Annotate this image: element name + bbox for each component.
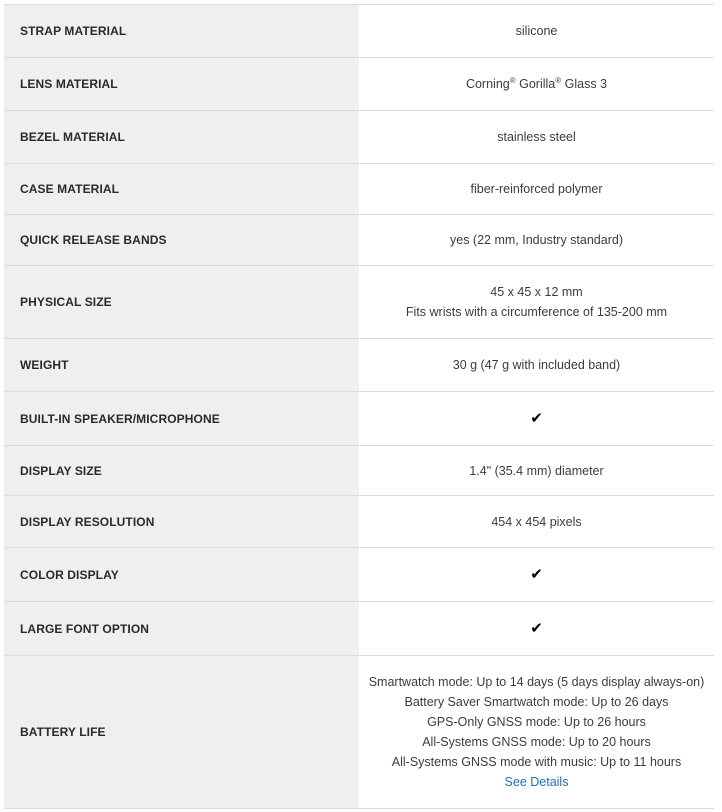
spec-label: LENS MATERIAL (4, 58, 359, 110)
physical-size-wrist-fit: Fits wrists with a circumference of 135-200 mm (405, 305, 668, 319)
specs-table (4, 4, 714, 809)
spec-row-physical-size (4, 266, 714, 339)
battery-line-battery-saver: Battery Saver Smartwatch mode: Up to 26 days (404, 695, 669, 709)
battery-line-all-systems: All-Systems GNSS mode: Up to 20 hours (422, 735, 651, 749)
spec-value (359, 548, 714, 601)
spec-value: 30 g (47 g with included band) (452, 358, 621, 372)
battery-line-smartwatch: Smartwatch mode: Up to 14 days (5 days display always-on) (368, 675, 705, 689)
battery-line-all-systems-music: All-Systems GNSS mode with music: Up to 11 hours (391, 755, 682, 769)
spec-value (359, 602, 714, 655)
spec-row-battery-life (4, 656, 714, 809)
spec-value: stainless steel (497, 130, 576, 144)
spec-value: silicone (515, 24, 558, 38)
lens-material-text: Corning® Gorilla® Glass 3 (465, 75, 608, 91)
spec-row-speaker-microphone (4, 392, 714, 446)
spec-row-quick-release-bands (4, 215, 714, 266)
spec-label: STRAP MATERIAL (4, 5, 359, 57)
spec-row-large-font-option (4, 602, 714, 656)
spec-row-weight (4, 339, 714, 392)
spec-label: DISPLAY SIZE (4, 446, 359, 495)
spec-value: 1.4" (35.4 mm) diameter (469, 463, 604, 478)
spec-label: CASE MATERIAL (4, 164, 359, 214)
spec-value: 454 x 454 pixels (491, 514, 582, 529)
checkmark-icon: ✔ (530, 566, 543, 583)
spec-row-color-display (4, 548, 714, 602)
spec-row-strap-material (4, 5, 714, 58)
spec-label: COLOR DISPLAY (4, 548, 359, 601)
spec-label: DISPLAY RESOLUTION (4, 496, 359, 547)
spec-value (359, 266, 714, 338)
spec-label: BEZEL MATERIAL (4, 111, 359, 163)
spec-label: LARGE FONT OPTION (4, 602, 359, 655)
spec-label: QUICK RELEASE BANDS (4, 215, 359, 265)
spec-value: fiber-reinforced polymer (470, 182, 603, 196)
checkmark-icon: ✔ (530, 620, 543, 637)
spec-label: WEIGHT (4, 339, 359, 391)
spec-label: BATTERY LIFE (4, 656, 359, 808)
spec-label: BUILT-IN SPEAKER/MICROPHONE (4, 392, 359, 445)
spec-value (359, 392, 714, 445)
spec-row-display-resolution (4, 496, 714, 548)
spec-value: yes (22 mm, Industry standard) (450, 233, 623, 247)
physical-size-dimensions: 45 x 45 x 12 mm (490, 285, 583, 299)
checkmark-icon: ✔ (530, 410, 543, 427)
spec-label: PHYSICAL SIZE (4, 266, 359, 338)
spec-row-display-size (4, 446, 714, 496)
spec-row-lens-material (4, 58, 714, 111)
spec-row-case-material (4, 164, 714, 215)
spec-value (359, 58, 714, 110)
see-details-link[interactable]: See Details (504, 775, 569, 789)
spec-value (359, 656, 714, 808)
battery-line-gps-only: GPS-Only GNSS mode: Up to 26 hours (427, 715, 646, 729)
spec-row-bezel-material (4, 111, 714, 164)
